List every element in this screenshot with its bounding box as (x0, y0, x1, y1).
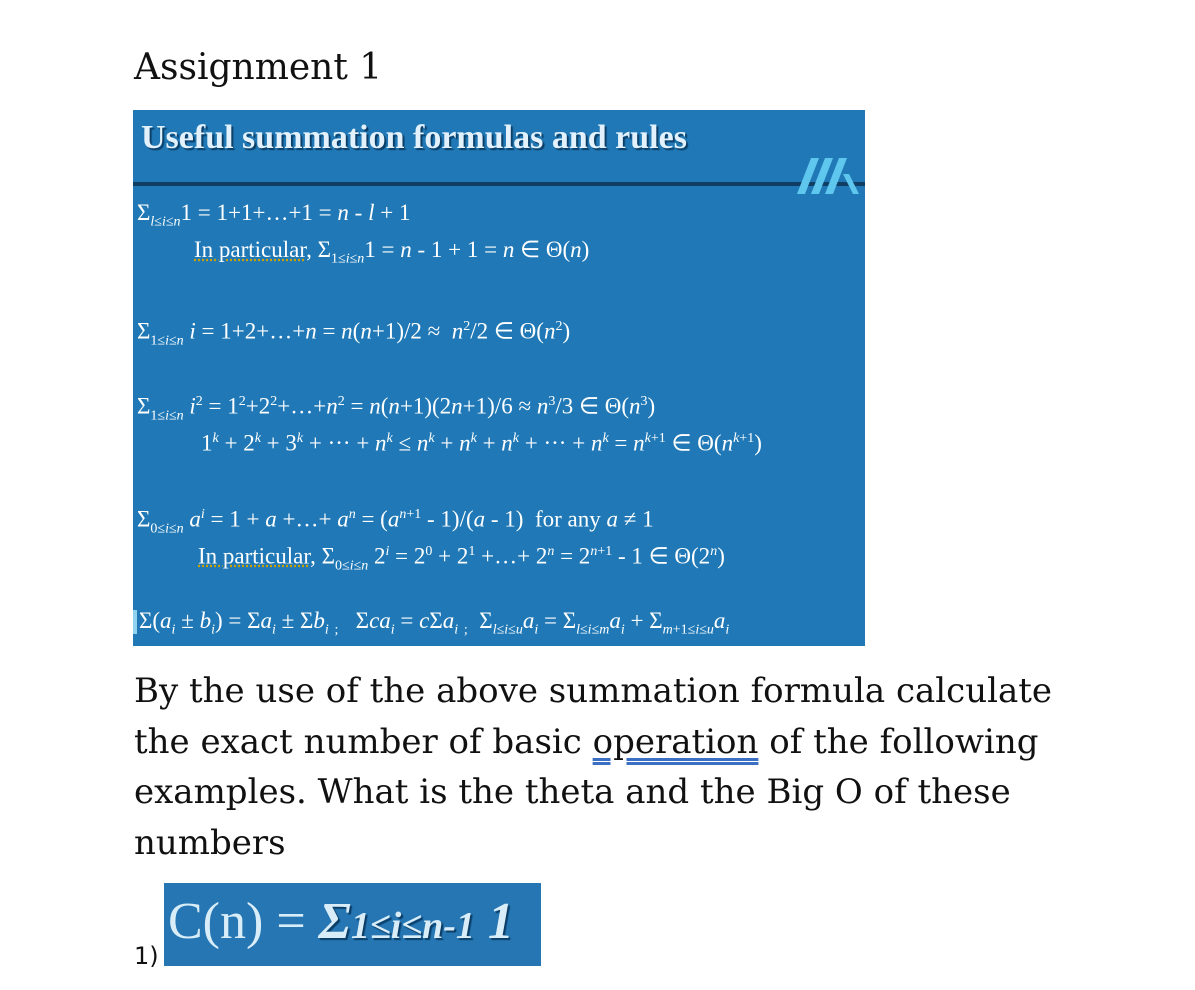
operation-link[interactable]: operation (592, 721, 759, 762)
formula-lhs: C(n) = (168, 893, 319, 950)
paragraph-text-start: By the use of the above summation formula calculate the exact number of basic (134, 671, 1053, 762)
formula-geometric-particular: In particular, $\Sigma_{0\le i\le n}$ $2^i = 2^0 + 2^1$ +…+ $2^n = 2^{n+1} - 1$ ∈ Θ(2$^n$) (198, 543, 725, 574)
list-number: 1) (134, 942, 159, 970)
document-heading: Assignment 1 (134, 47, 383, 88)
example-1-formula-image (164, 883, 541, 966)
formula-geometric-sum: $\Sigma_{0\le i\le n}$ $a^i = 1 + a$ +…+ $a^n = (a^{n+1} - 1)/(a - 1)$ for any a ≠ 1 (137, 506, 654, 537)
instructions-paragraph (134, 666, 1074, 868)
summation-slide (133, 110, 865, 646)
formula-arithmetic-sum: $\Sigma_{1\le i\le n}$ i = 1+2+…+n = $n(n+1)/2 \approx n^2/2$ ∈ $\Theta(n^2)$ (137, 318, 571, 349)
slide-title: Useful summation formulas and rules (141, 119, 687, 156)
paragraph-text-end: of the following examples. What is the theta and the Big O of these numbers (134, 721, 1039, 863)
stripes-logo-icon (789, 154, 861, 196)
formula-constant-sum: $\Sigma_{l\le i\le n}1$ = 1+1+…+1 = n - l + 1 (137, 200, 411, 230)
formula-squares-sum: $\Sigma_{1\le i\le n}$ $i^2$ = $1^2+2^2+\dots+n^2 = n(n+1)(2n+1)/6 \approx n^3/3$ ∈ $\Theta(n^3)$ (137, 393, 656, 424)
example-1-formula (168, 891, 514, 957)
formula-sum-rules: $\Sigma(a_i \pm b_i) = \Sigma a_i \pm \Sigma b_i$ $_;$ Σca$_i$ = cΣa$_i$ $_;$ $\Sigma_{l\le i\le u}a_i = \Sigma_{l\le i\le m}a_i + \Sigma_{m+1\le i\le u}a_i$ (139, 608, 730, 638)
slide-left-marker (133, 610, 137, 634)
formula-sum-range: Σ1≤i≤n-1 1 (318, 893, 514, 950)
formula-power-bound: $1^k + 2^k + 3^k$ + ··· + $n^k \le n^k + n^k + n^k$ + ··· + $n^k = n^{k+1}$ ∈ $\Theta(n^{k+1})$ (201, 430, 762, 456)
formula-constant-sum-particular: In particular, $\Sigma_{1\le i\le n}1 = n - 1 + 1 = n$ ∈ Θ(n) (194, 237, 590, 267)
title-divider (133, 182, 865, 186)
